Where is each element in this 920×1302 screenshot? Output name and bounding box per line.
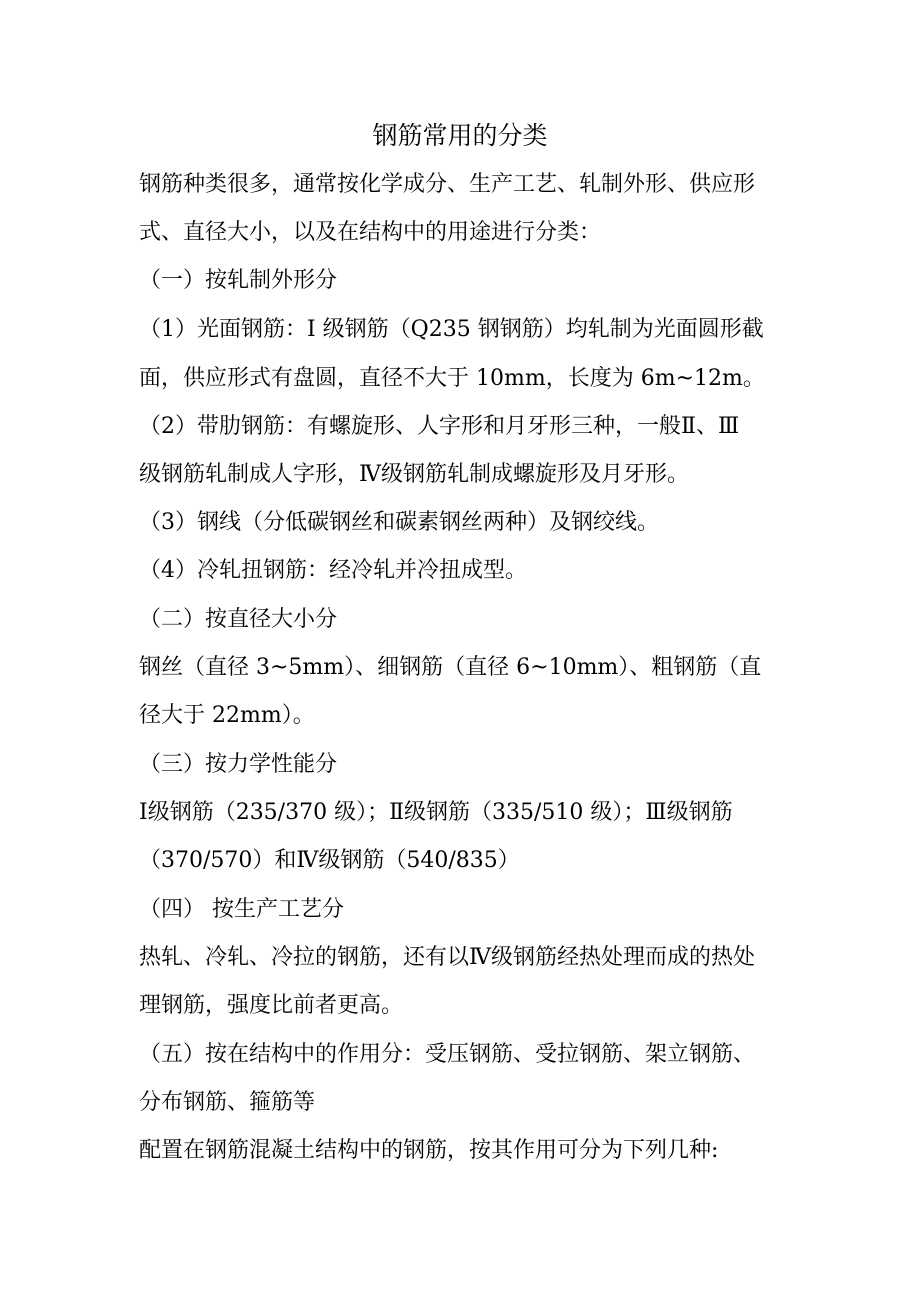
text-line-ribbed-bar-1: （2）带肋钢筋：有螺旋形、人字形和月牙形三种，一般Ⅱ、Ⅲ [139,414,740,439]
text-line-diameter-2: 径大于 22mm）。 [139,703,315,728]
section-heading-1: （一）按轧制外形分 [139,268,338,293]
document-title: 钢筋常用的分类 [372,121,548,150]
text-line-ribbed-bar-2: 级钢筋轧制成人字形，Ⅳ级钢筋轧制成螺旋形及月牙形。 [139,462,689,487]
text-line-intro-1: 钢筋种类很多，通常按化学成分、生产工艺、轧制外形、供应形 [139,172,756,197]
text-line-plain-bar-1: （1）光面钢筋：I 级钢筋（Q235 钢钢筋）均轧制为光面圆形截 [139,317,764,342]
text-line-plain-bar-2: 面，供应形式有盘圆，直径不大于 10mm，长度为 6m~12m。 [139,366,765,391]
text-line-closing: 配置在钢筋混凝土结构中的钢筋，按其作用可分为下列几种: [139,1138,719,1163]
text-line-mechanical-2: （370/570）和Ⅳ级钢筋（540/835） [139,848,520,873]
section-heading-3: （三）按力学性能分 [139,752,338,777]
section-heading-4: （四） 按生产工艺分 [139,897,344,922]
text-line-mechanical-1: Ⅰ级钢筋（235/370 级）；Ⅱ级钢筋（335/510 级）；Ⅲ级钢筋 [139,800,733,825]
text-line-process-1: 热轧、冷轧、冷拉的钢筋，还有以Ⅳ级钢筋经热处理而成的热处 [139,945,755,970]
section-heading-5: （五）按在结构中的作用分：受压钢筋、受拉钢筋、架立钢筋、 [139,1042,756,1067]
section-heading-2: （二）按直径大小分 [139,607,338,632]
text-line-cold-twisted: （4）冷轧扭钢筋：经冷轧并冷扭成型。 [139,558,527,583]
text-line-function-2: 分布钢筋、箍筋等 [139,1090,316,1115]
text-line-intro-2: 式、直径大小，以及在结构中的用途进行分类： [139,220,602,245]
text-line-diameter-1: 钢丝（直径 3~5mm）、细钢筋（直径 6~10mm）、粗钢筋（直 [139,655,762,680]
text-line-process-2: 理钢筋，强度比前者更高。 [139,993,404,1018]
text-line-steel-wire: （3）钢线（分低碳钢丝和碳素钢丝两种）及钢绞线。 [139,510,659,535]
